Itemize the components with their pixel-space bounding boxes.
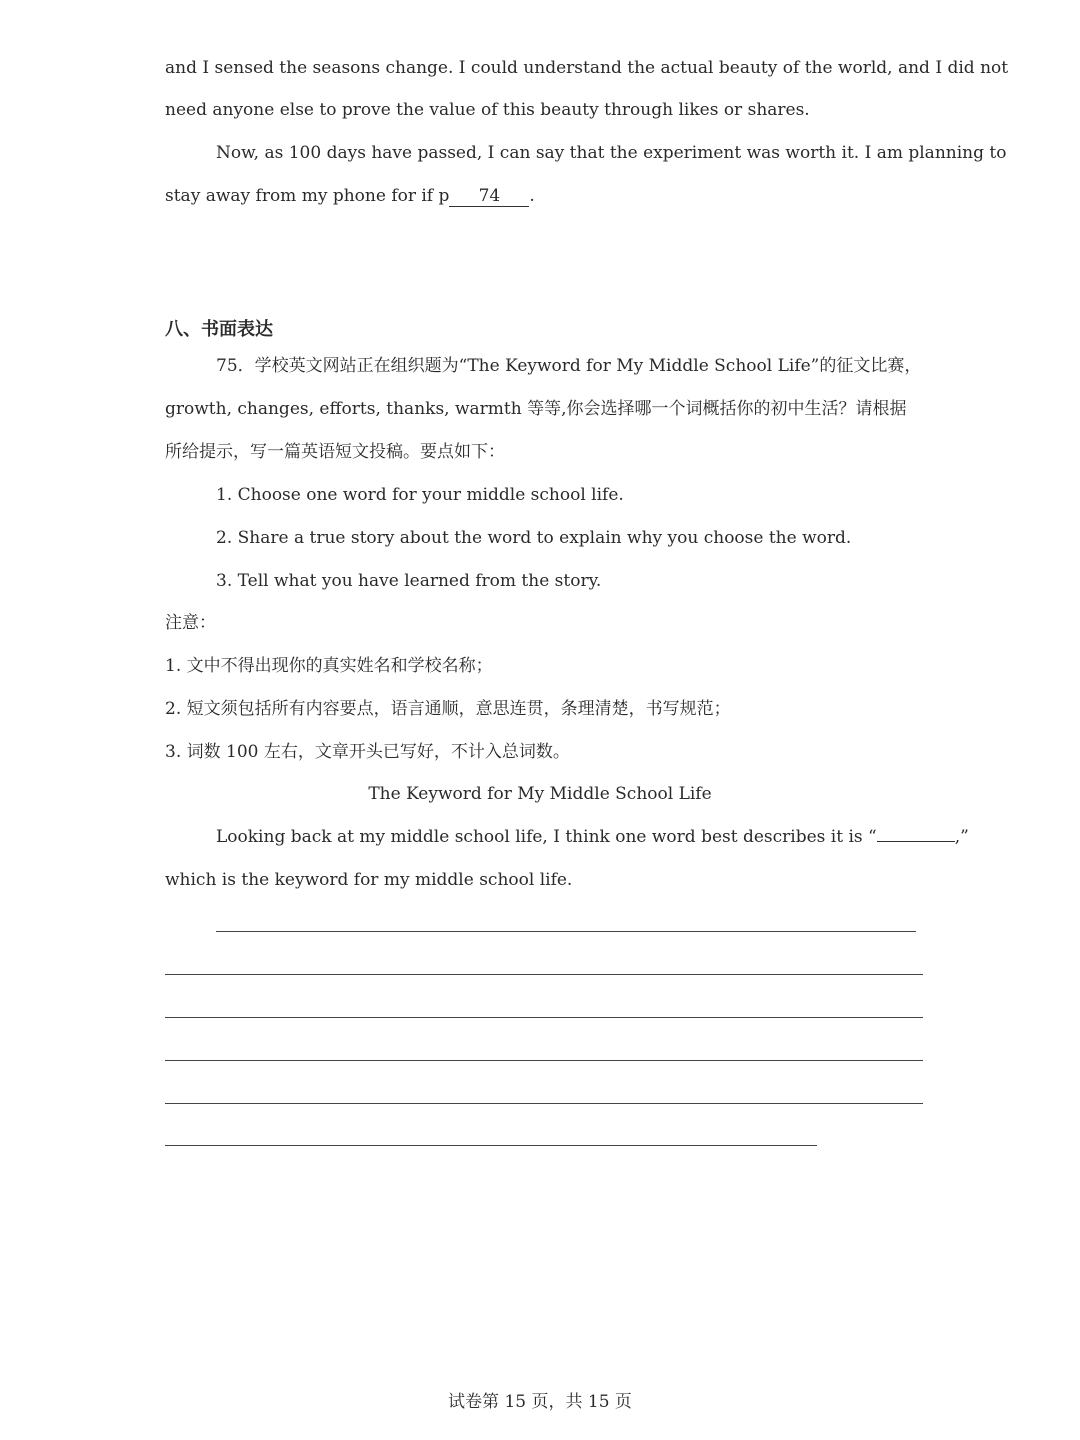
page-footer: 试卷第 15 页，共 15 页 <box>448 1392 632 1412</box>
point-item: 2. Share a true story about the word to explain why you choose the word. <box>216 528 852 548</box>
essay-opening-line-2: which is the keyword for my middle school life. <box>165 870 573 890</box>
essay-opening-suffix: ,” <box>954 827 969 847</box>
essay-title: The Keyword for My Middle School Life <box>368 784 712 804</box>
answer-blank-74[interactable]: 74 <box>449 186 529 207</box>
writing-line[interactable] <box>165 1145 817 1146</box>
writing-line[interactable] <box>165 1060 923 1061</box>
point-item: 3. Tell what you have learned from the story. <box>216 571 602 591</box>
passage-line-4 <box>165 184 535 208</box>
writing-line[interactable] <box>165 1017 923 1018</box>
passage-line-2: need anyone else to prove the value of this beauty through likes or shares. <box>165 100 810 120</box>
point-item: 1. Choose one word for your middle school life. <box>216 485 624 505</box>
notes-label: 注意： <box>165 613 216 633</box>
prompt-line-2: growth, changes, efforts, thanks, warmth 等等,你会选择哪一个词概括你的初中生活？请根据 <box>165 399 907 419</box>
prompt-line-3: 所给提示，写一篇英语短文投稿。要点如下： <box>165 442 505 462</box>
section-heading: 八、书面表达 <box>165 319 273 340</box>
passage-line-4-suffix: . <box>529 186 535 206</box>
passage-line-4-prefix: stay away from my phone for if p <box>165 186 450 206</box>
note-item: 1. 文中不得出现你的真实姓名和学校名称； <box>165 656 493 676</box>
keyword-blank[interactable] <box>877 841 955 842</box>
prompt-line-1: 75．学校英文网站正在组织题为“The Keyword for My Middle School Life”的征文比赛， <box>216 356 922 376</box>
passage-line-3: Now, as 100 days have passed, I can say that the experiment was worth it. I am planning to <box>216 143 1007 163</box>
writing-line[interactable] <box>216 931 916 932</box>
writing-line[interactable] <box>165 974 923 975</box>
note-item: 2. 短文须包括所有内容要点，语言通顺，意思连贯，条理清楚，书写规范； <box>165 699 731 719</box>
essay-opening-line-1 <box>216 825 969 849</box>
note-item: 3. 词数 100 左右，文章开头已写好，不计入总词数。 <box>165 742 570 762</box>
passage-line-1: and I sensed the seasons change. I could understand the actual beauty of the world, and I did not <box>165 58 1009 78</box>
writing-line[interactable] <box>165 1103 923 1104</box>
essay-opening-prefix: Looking back at my middle school life, I think one word best describes it is “ <box>216 827 877 847</box>
